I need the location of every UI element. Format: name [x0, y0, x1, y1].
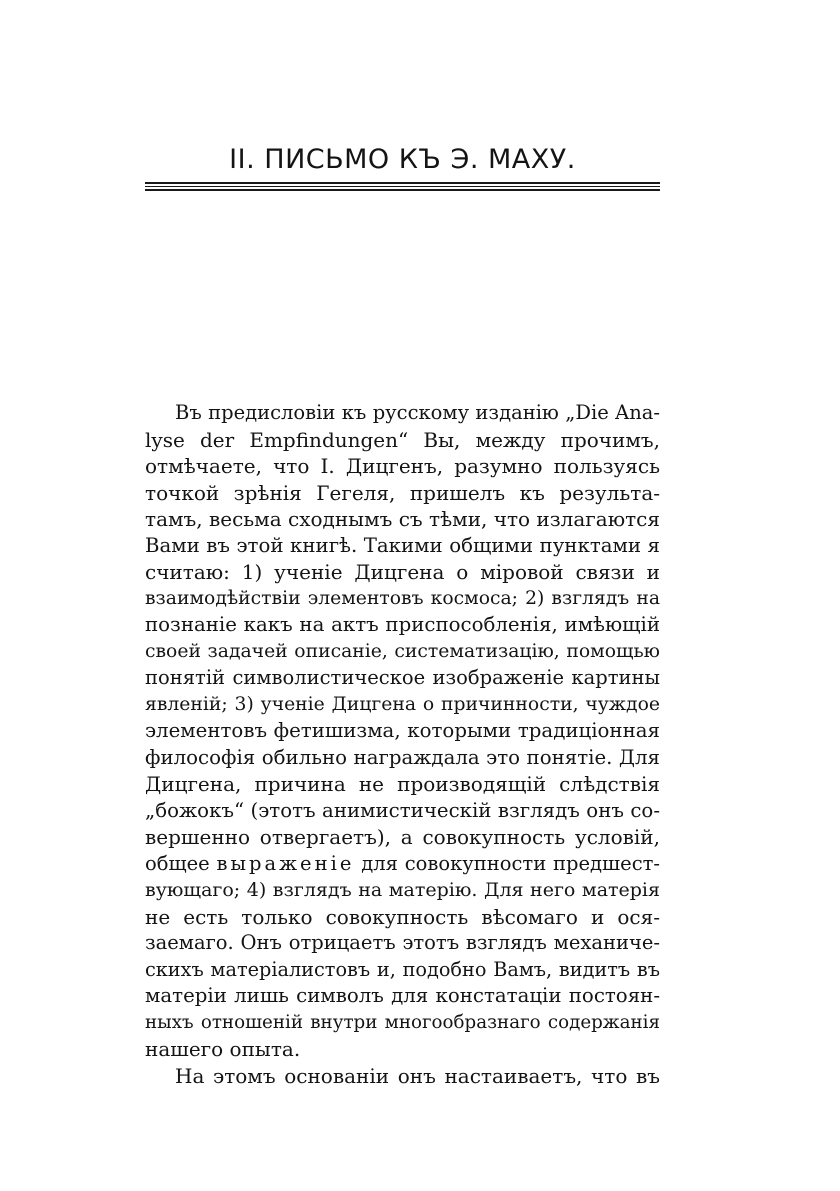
text-line: lyse der Empfindungen“ Вы, между прочимъ, [145, 427, 660, 452]
text-span: для совокупности предшест- [354, 851, 661, 875]
text-line: философiя обильно награждала это понятiе. Для [145, 745, 660, 769]
body-text [145, 400, 660, 1089]
text-line: Дицгена, причина не производящiй слѣдствiя [145, 772, 660, 796]
divider-line-bottom [145, 189, 660, 191]
text-line: взаимодѣйствiи элементовъ космоса; 2) взглядъ на [145, 587, 660, 609]
text-line: понятiй символистическое изображенiе картины [145, 666, 660, 689]
text-line: тамъ, весьма сходнымъ съ тѣми, что излагаются [145, 507, 660, 531]
text-line: заемаго. Онъ отрицаетъ этотъ взглядъ механиче- [145, 931, 660, 954]
text-line: вующаго; 4) взглядъ на матерiю. Для него матерiя [145, 879, 660, 901]
emphasized-word: выраженiе [216, 851, 355, 875]
text-line: отмѣчаете, что I. Дицгенъ, разумно пользуясь [145, 454, 660, 478]
text-line: На этомъ основанiи онъ настаиваетъ, что въ [175, 1063, 660, 1088]
text-line: Вами въ этой книгѣ. Такими общими пунктами я [145, 533, 660, 557]
divider-line-top [145, 182, 660, 184]
text-line: матерiи лишь символъ для констатацiи постоян- [145, 984, 660, 1007]
text-line [145, 851, 660, 878]
text-line: скихъ матерiалистовъ и, подобно Вамъ, видитъ въ [145, 957, 660, 981]
text-line: „божокъ“ (этотъ анимистическiй взглядъ онъ со- [145, 798, 660, 822]
text-line: не есть только совокупность вѣсомаго и ося- [145, 904, 660, 929]
text-line: вершенно отвергаетъ), а совокупность условiй, [145, 825, 660, 849]
text-line: познанiе какъ на актъ приспособленiя, имѣющiй [145, 613, 660, 636]
text-line: элементовъ фетишизма, которыми традицiонная [145, 719, 660, 742]
title-divider [145, 182, 660, 191]
text-line: считаю: 1) ученiе Дицгена о мiровой связи и [145, 560, 660, 584]
divider-line-middle [145, 186, 660, 187]
text-line: нашего опыта. [145, 1037, 301, 1061]
paragraph-1 [145, 400, 660, 1063]
chapter-title: II. ПИСЬМО КЪ Э. МАХУ. [229, 144, 576, 175]
text-line: точкой зрѣнiя Гегеля, пришелъ къ результа- [145, 480, 660, 505]
text-line: ныхъ отношенiй внутри многообразнаго содержанiя [145, 1011, 660, 1033]
text-line: явленiй; 3) ученiе Дицгена о причинности, чуждое [145, 693, 660, 715]
text-span: общее [145, 851, 217, 875]
text-line: своей задачей описанiе, систематизацiю, помощью [145, 640, 660, 662]
text-line: Въ предисловiи къ русскому изданiю „Die Ana- [175, 401, 660, 424]
paragraph-2 [145, 1063, 660, 1090]
